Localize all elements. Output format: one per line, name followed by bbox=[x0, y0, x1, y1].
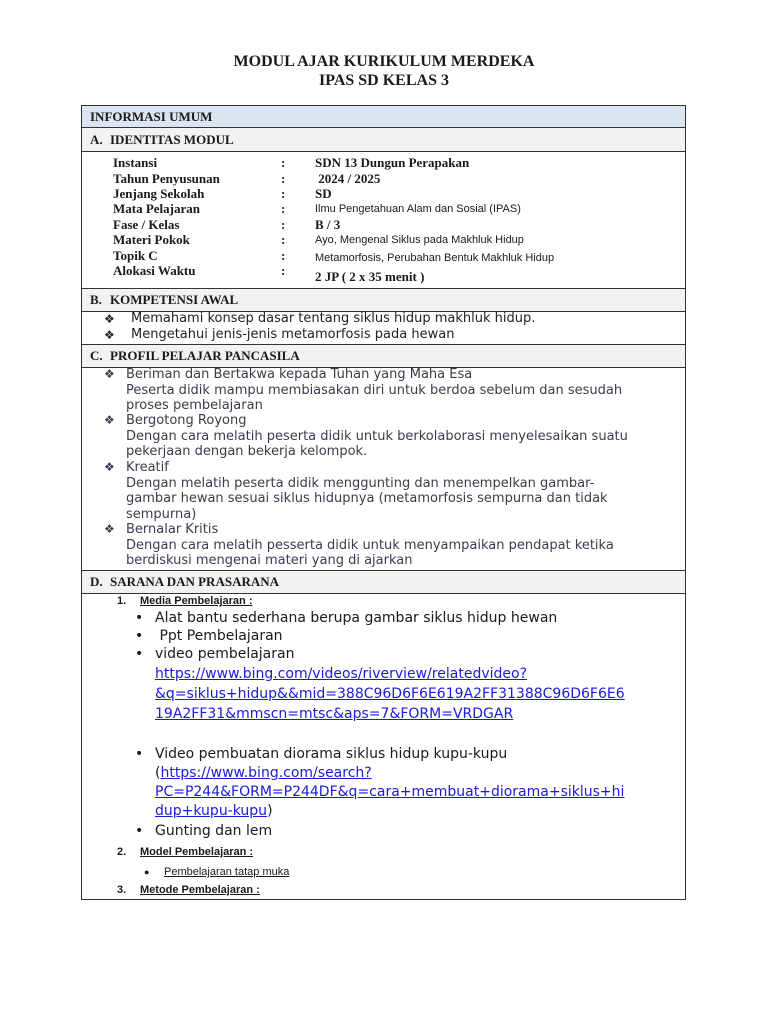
identitas-row bbox=[113, 232, 685, 248]
media-item-text: Alat bantu sederhana berupa gambar siklus hidup hewan bbox=[155, 610, 558, 626]
section-letter: C. bbox=[90, 348, 103, 363]
media-item bbox=[135, 822, 272, 841]
diamond-bullet-icon: ❖ bbox=[104, 328, 115, 342]
profil-item-line: proses pembelajaran bbox=[126, 398, 263, 413]
module-table bbox=[81, 105, 686, 900]
id-colon: : bbox=[281, 155, 286, 170]
bullet-icon: • bbox=[135, 610, 144, 626]
profil-header bbox=[82, 344, 685, 368]
model-item-text: Pembelajaran tatap muka bbox=[164, 866, 290, 878]
model-heading bbox=[117, 846, 253, 858]
list-number: 3. bbox=[117, 884, 127, 896]
document-title: MODUL AJAR KURIKULUM MERDEKA bbox=[233, 53, 535, 70]
media-label: Media Pembelajaran : bbox=[140, 595, 253, 607]
profil-item-title: Bernalar Kritis bbox=[126, 522, 219, 537]
sarana-heading: SARANA DAN PRASARANA bbox=[110, 574, 280, 589]
diamond-bullet-icon: ❖ bbox=[104, 413, 115, 427]
sarana-header bbox=[82, 570, 685, 594]
paren-open: ( bbox=[155, 765, 161, 781]
document-subtitle: IPAS SD KELAS 3 bbox=[319, 72, 449, 89]
bullet-icon: • bbox=[135, 746, 144, 762]
profil-item-title: Kreatif bbox=[126, 460, 169, 475]
id-value: B / 3 bbox=[315, 217, 341, 232]
list-number: 2. bbox=[117, 846, 127, 858]
model-label: Model Pembelajaran : bbox=[140, 846, 254, 858]
list-number: 1. bbox=[117, 595, 127, 607]
id-label: Topik C bbox=[113, 248, 158, 263]
diorama-link[interactable]: https://www.bing.com/search? bbox=[160, 765, 372, 781]
kompetensi-text: Mengetahui jenis-jenis metamorfosis pada hewan bbox=[131, 327, 455, 342]
identitas-row bbox=[113, 248, 685, 264]
diamond-bullet-icon: ❖ bbox=[104, 522, 115, 536]
diamond-bullet-icon: ❖ bbox=[104, 460, 115, 474]
media-item-text: Gunting dan lem bbox=[155, 823, 273, 839]
id-colon: : bbox=[281, 186, 286, 201]
bullet-icon: • bbox=[135, 823, 144, 839]
profil-item-title: Bergotong Royong bbox=[126, 413, 247, 428]
identitas-row bbox=[113, 263, 685, 284]
id-value: SDN 13 Dungun Perapakan bbox=[315, 155, 470, 170]
id-colon: : bbox=[281, 171, 286, 186]
media-item-text: Ppt Pembelajaran bbox=[155, 628, 283, 644]
diorama-link[interactable]: PC=P244&FORM=P244DF&q=cara+membuat+diorama+siklus+hi bbox=[155, 784, 625, 800]
bullet-icon: ● bbox=[144, 867, 150, 877]
media-item-text: Video pembuatan diorama siklus hidup kupu-kupu bbox=[155, 746, 508, 762]
id-value: Metamorfosis, Perubahan Bentuk Makhluk Hidup bbox=[315, 252, 555, 264]
diamond-bullet-icon: ❖ bbox=[104, 367, 115, 381]
media-item bbox=[135, 609, 557, 628]
identitas-row bbox=[113, 217, 685, 233]
id-label: Jenjang Sekolah bbox=[113, 186, 205, 201]
profil-item-title: Beriman dan Bertakwa kepada Tuhan yang Maha Esa bbox=[126, 367, 473, 382]
video-link[interactable]: 19A2FF31&mmscn=mtsc&aps=7&FORM=VRDGAR bbox=[155, 706, 514, 722]
model-item bbox=[144, 865, 289, 879]
metode-heading bbox=[117, 884, 260, 896]
profil-item-line: sempurna) bbox=[126, 506, 197, 522]
video-link[interactable]: https://www.bing.com/videos/riverview/relatedvideo? bbox=[155, 666, 527, 682]
id-value: 2 JP ( 2 x 35 menit ) bbox=[315, 269, 425, 284]
identitas-row bbox=[113, 186, 685, 202]
id-colon: : bbox=[281, 263, 286, 278]
paren-close: ) bbox=[267, 803, 273, 819]
id-colon: : bbox=[281, 248, 286, 263]
media-item bbox=[135, 645, 625, 724]
profil-item-line: pekerjaan dengan bekerja kelompok. bbox=[126, 444, 368, 459]
diamond-bullet-icon: ❖ bbox=[104, 312, 115, 326]
id-value: 2024 / 2025 bbox=[315, 171, 381, 186]
media-item bbox=[135, 745, 624, 821]
informasi-umum-label: INFORMASI UMUM bbox=[90, 108, 213, 124]
video-link[interactable]: &q=siklus+hidup&&mid=388C96D6F6E619A2FF31388C96D6F6E6 bbox=[155, 686, 625, 702]
informasi-umum-header bbox=[82, 106, 685, 128]
profil-heading: PROFIL PELAJAR PANCASILA bbox=[110, 348, 300, 363]
media-heading bbox=[117, 595, 253, 607]
metode-label: Metode Pembelajaran : bbox=[140, 884, 260, 896]
identitas-heading: IDENTITAS MODUL bbox=[110, 131, 234, 147]
kompetensi-heading: KOMPETENSI AWAL bbox=[110, 292, 239, 307]
section-letter: A. bbox=[90, 131, 103, 147]
id-label: Fase / Kelas bbox=[113, 217, 180, 232]
identitas-header bbox=[82, 128, 685, 152]
id-label: Tahun Penyusunan bbox=[113, 171, 220, 186]
profil-item-line: Dengan cara melatih pesserta didik untuk menyampaikan pendapat ketika bbox=[126, 537, 614, 553]
id-colon: : bbox=[281, 217, 286, 232]
section-letter: D. bbox=[90, 574, 103, 589]
id-value: Ilmu Pengetahuan Alam dan Sosial (IPAS) bbox=[315, 203, 521, 215]
diorama-link[interactable]: dup+kupu-kupu bbox=[155, 803, 268, 819]
bullet-icon: • bbox=[135, 628, 144, 644]
identitas-row bbox=[113, 155, 685, 171]
kompetensi-header bbox=[82, 288, 685, 312]
profil-item bbox=[104, 522, 679, 569]
kompetensi-text: Memahami konsep dasar tentang siklus hidup makhluk hidup. bbox=[131, 311, 536, 326]
identitas-row bbox=[113, 201, 685, 217]
profil-item-line: gambar hewan sesuai siklus hidupnya (metamorfosis sempurna dan tidak bbox=[126, 491, 608, 506]
profil-item bbox=[104, 413, 679, 460]
media-item bbox=[135, 627, 283, 646]
id-label: Materi Pokok bbox=[113, 232, 190, 247]
profil-item-line: Peserta didik mampu membiasakan diri untuk berdoa sebelum dan sesudah bbox=[126, 382, 623, 398]
profil-item-line: berdiskusi mengenai materi yang di ajarkan bbox=[126, 553, 413, 568]
id-value: SD bbox=[315, 186, 332, 201]
profil-item-line: Dengan cara melatih peserta didik untuk berkolaborasi menyelesaikan suatu bbox=[126, 428, 628, 444]
id-label: Instansi bbox=[113, 155, 158, 170]
id-label: Mata Pelajaran bbox=[113, 201, 201, 216]
id-value: Ayo, Mengenal Siklus pada Makhluk Hidup bbox=[315, 234, 524, 246]
section-letter: B. bbox=[90, 292, 102, 307]
media-item-text: video pembelajaran bbox=[155, 646, 295, 662]
profil-item-line: Dengan melatih peserta didik menggunting dan menempelkan gambar- bbox=[126, 475, 595, 491]
profil-item bbox=[104, 460, 679, 522]
id-colon: : bbox=[281, 201, 286, 216]
identitas-row bbox=[113, 171, 685, 187]
id-colon: : bbox=[281, 232, 286, 247]
profil-item bbox=[104, 367, 679, 414]
id-label: Alokasi Waktu bbox=[113, 263, 196, 278]
bullet-icon: • bbox=[135, 646, 144, 662]
